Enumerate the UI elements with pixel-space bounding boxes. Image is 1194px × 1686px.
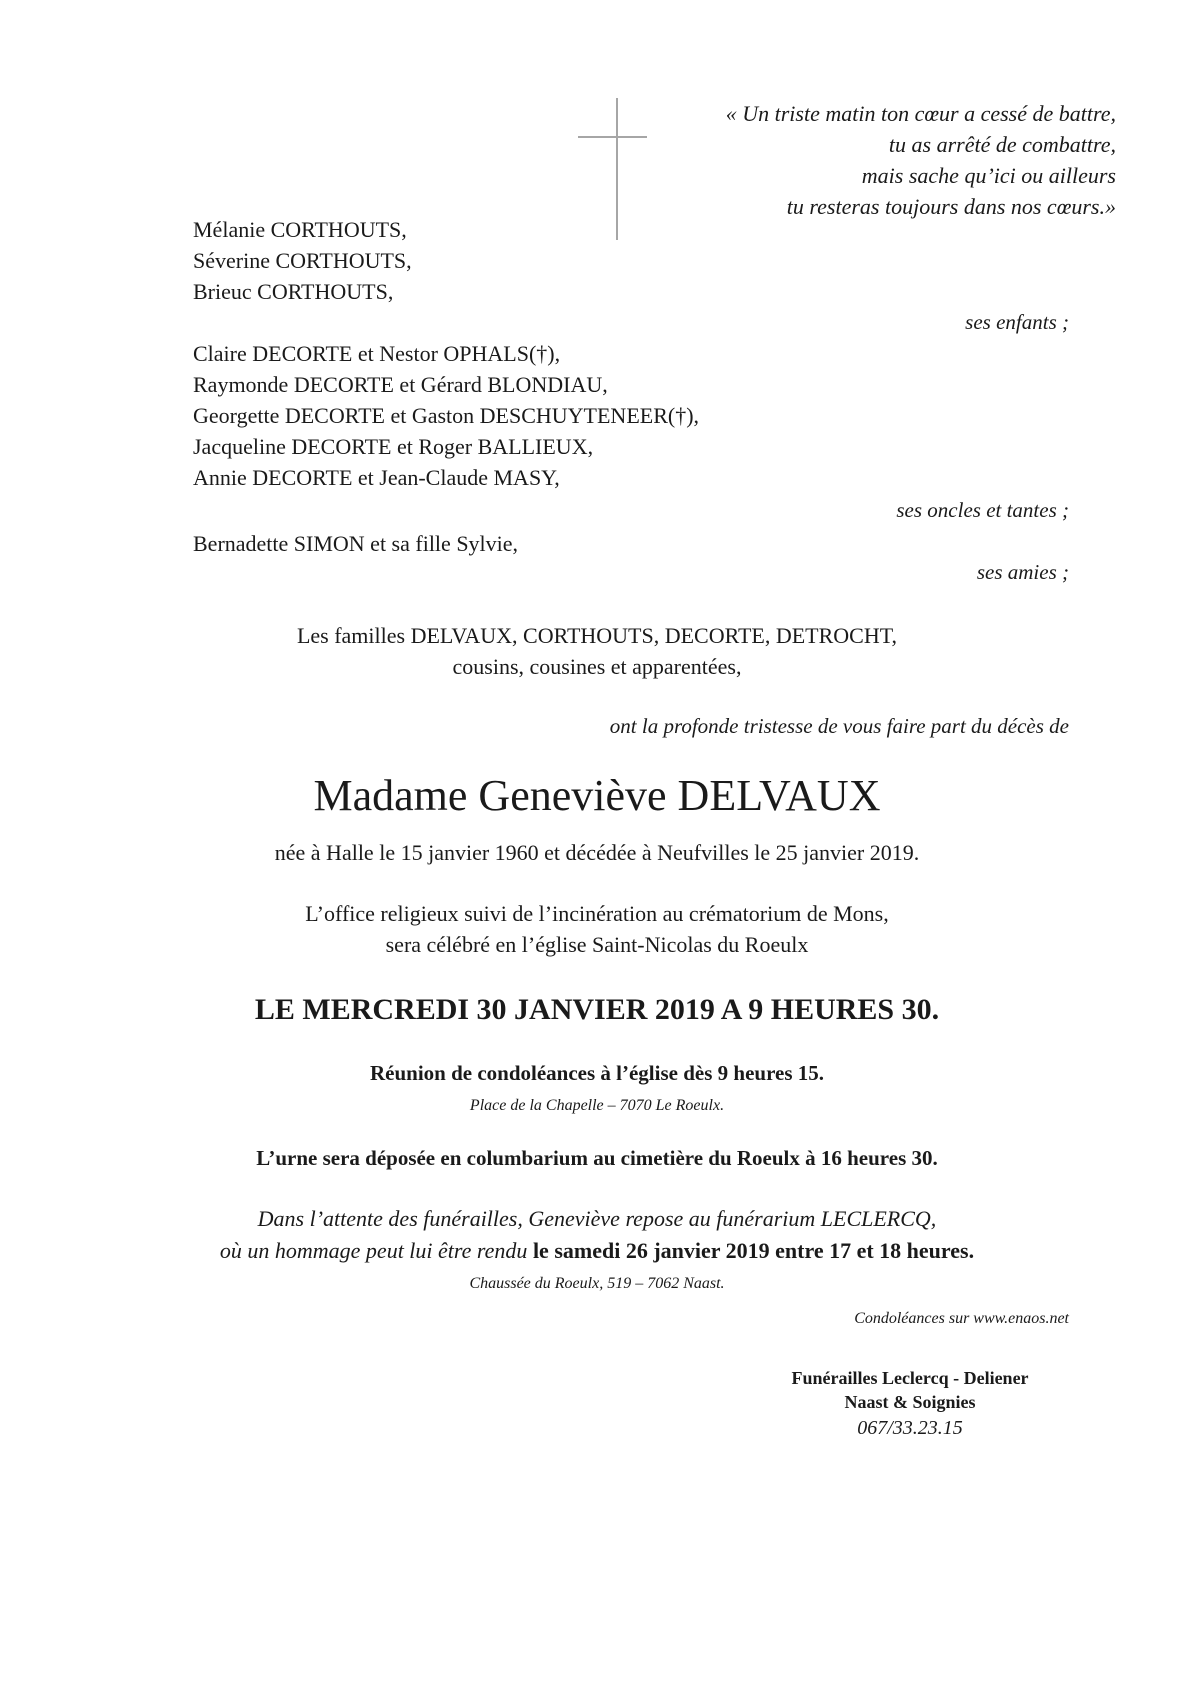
- funerarium-address: Chaussée du Roeulx, 519 – 7062 Naast.: [469, 1275, 725, 1292]
- relative-name: Raymonde DECORTE et Gérard BLONDIAU,: [193, 372, 608, 397]
- child-name: Mélanie CORTHOUTS,: [193, 217, 407, 242]
- funeral-home: [680, 1366, 1140, 1440]
- families-line: Les familles DELVAUX, CORTHOUTS, DECORTE, DETROCHT,: [296, 623, 898, 648]
- friends-relation: ses amies ;: [976, 560, 1069, 584]
- cross-icon-vertical: [616, 98, 618, 240]
- relative-name: Georgette DECORTE et Gaston DESCHUYTENEER(†),: [193, 403, 700, 428]
- visitation-line-italic: où un hommage peut lui être rendu: [219, 1238, 533, 1263]
- poem-line: tu resteras toujours dans nos cœurs.»: [786, 194, 1116, 219]
- relative-name: Annie DECORTE et Jean-Claude MASY,: [193, 465, 560, 490]
- reunion-info: Réunion de condoléances à l’église dès 9 heures 15.: [369, 1061, 825, 1085]
- funeral-home-phone: 067/33.23.15: [857, 1417, 963, 1439]
- relative-name: Claire DECORTE et Nestor OPHALS(†),: [193, 341, 561, 366]
- visitation-line: Dans l’attente des funérailles, Geneviève repose au funérarium LECLERCQ,: [257, 1206, 937, 1231]
- poem-line: mais sache qu’ici ou ailleurs: [861, 163, 1116, 188]
- funeral-home-locations: Naast & Soignies: [844, 1392, 976, 1412]
- child-name: Séverine CORTHOUTS,: [193, 248, 412, 273]
- visitation-block: [0, 1203, 1194, 1267]
- families-block: [0, 620, 1194, 682]
- poem: [726, 98, 1116, 222]
- office-line: L’office religieux suivi de l’incinération au crématorium de Mons,: [305, 901, 889, 926]
- ceremony-date: LE MERCREDI 30 JANVIER 2019 A 9 HEURES 30.: [254, 993, 940, 1026]
- relative-name: Jacqueline DECORTE et Roger BALLIEUX,: [193, 434, 594, 459]
- uncles-aunts-relation: ses oncles et tantes ;: [896, 498, 1069, 522]
- friends-list: [193, 528, 518, 559]
- birth-death: née à Halle le 15 janvier 1960 et décédée à Neufvilles le 25 janvier 2019.: [274, 840, 920, 865]
- child-name: Brieuc CORTHOUTS,: [193, 279, 394, 304]
- families-line: cousins, cousines et apparentées,: [452, 654, 742, 679]
- uncles-aunts-list: [193, 338, 699, 493]
- cross-icon-horizontal: [578, 136, 647, 138]
- poem-line: tu as arrêté de combattre,: [888, 132, 1116, 157]
- deceased-name: Madame Geneviève DELVAUX: [313, 771, 881, 820]
- urn-info: L’urne sera déposée en columbarium au cimetière du Roeulx à 16 heures 30.: [256, 1146, 938, 1170]
- office-block: [0, 898, 1194, 960]
- children-list: [193, 214, 412, 307]
- funeral-home-name: Funérailles Leclercq - Deliener: [791, 1368, 1029, 1388]
- children-relation: ses enfants ;: [965, 310, 1069, 334]
- visitation-line-bold: le samedi 26 janvier 2019 entre 17 et 18 heures.: [532, 1238, 975, 1263]
- condolences-info: Condoléances sur www.enaos.net: [854, 1310, 1069, 1327]
- friend-name: Bernadette SIMON et sa fille Sylvie,: [193, 531, 519, 556]
- announcement: ont la profonde tristesse de vous faire part du décès de: [609, 714, 1069, 738]
- poem-line: « Un triste matin ton cœur a cessé de battre,: [725, 101, 1116, 126]
- office-line: sera célébré en l’église Saint-Nicolas du Roeulx: [385, 932, 809, 957]
- church-address: Place de la Chapelle – 7070 Le Roeulx.: [469, 1097, 725, 1114]
